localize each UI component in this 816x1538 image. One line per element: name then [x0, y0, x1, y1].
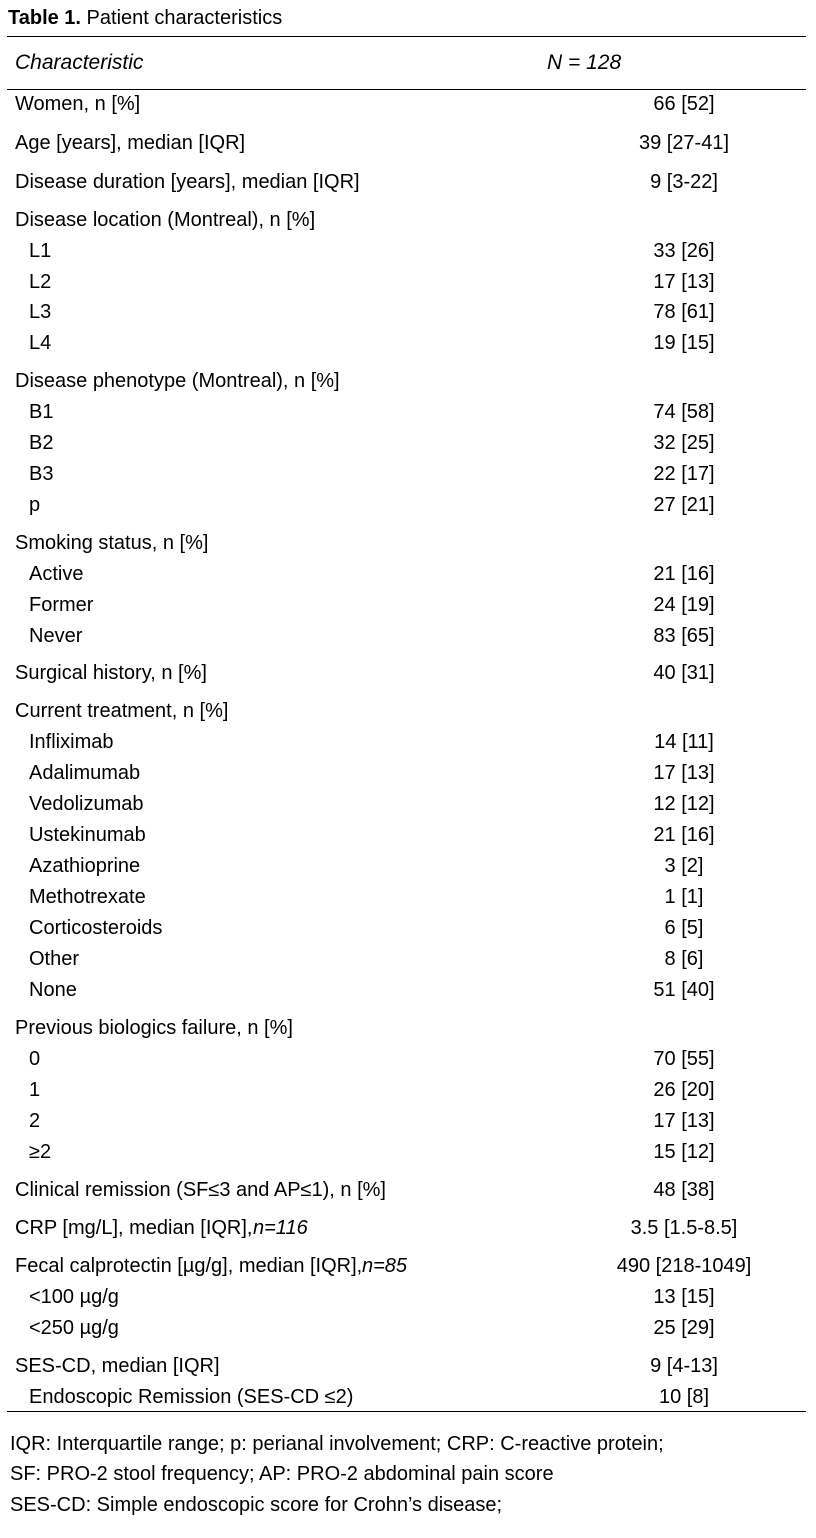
- row-value: 83 [65]: [653, 625, 715, 647]
- row-value: 9 [3-22]: [650, 171, 718, 193]
- table-row: [0, 793, 816, 823]
- row-value: 3 [2]: [664, 855, 704, 877]
- row-label: L1: [29, 240, 52, 262]
- row-label: Other: [29, 948, 80, 970]
- table-row: [0, 1255, 816, 1285]
- row-label: 0: [29, 1048, 41, 1070]
- bottom-rule: [7, 1411, 806, 1412]
- row-label: Clinical remission (SF≤3 and AP≤1), n [%]: [15, 1179, 386, 1201]
- row-label: L4: [29, 332, 52, 354]
- table-row: [0, 1355, 816, 1385]
- row-value: 66 [52]: [653, 93, 715, 115]
- table-row: [0, 979, 816, 1009]
- table-row: [0, 563, 816, 593]
- row-label: B3: [29, 463, 54, 485]
- row-value: 78 [61]: [653, 301, 715, 323]
- row-label: ≥2: [29, 1141, 52, 1163]
- table-row: [0, 1048, 816, 1078]
- row-value: 27 [21]: [653, 494, 715, 516]
- table-row: [0, 1017, 816, 1047]
- row-label: Ustekinumab: [29, 824, 146, 846]
- row-value: 33 [26]: [653, 240, 715, 262]
- row-label: CRP [mg/L], median [IQR],: [15, 1217, 253, 1239]
- row-label: L2: [29, 271, 52, 293]
- table-caption: [8, 7, 282, 30]
- row-label: Current treatment, n [%]: [15, 700, 229, 722]
- column-header-characteristic: Characteristic: [15, 51, 144, 74]
- row-label: <250 µg/g: [29, 1317, 119, 1339]
- row-value: 1 [1]: [664, 886, 704, 908]
- row-label: Fecal calprotectin [µg/g], median [IQR],: [15, 1255, 363, 1277]
- row-label: 2: [29, 1110, 41, 1132]
- row-value: 12 [12]: [653, 793, 715, 815]
- row-value: 48 [38]: [653, 1179, 715, 1201]
- row-label: Former: [29, 594, 94, 616]
- row-value: 19 [15]: [653, 332, 715, 354]
- row-value: 13 [15]: [653, 1286, 715, 1308]
- table-row: [0, 594, 816, 624]
- top-rule: [7, 36, 806, 37]
- row-value: 22 [17]: [653, 463, 715, 485]
- table-row: [0, 370, 816, 400]
- row-label: Disease duration [years], median [IQR]: [15, 171, 360, 193]
- row-value: 25 [29]: [653, 1317, 715, 1339]
- row-value: 32 [25]: [653, 432, 715, 454]
- row-label-n: n=116: [253, 1217, 308, 1239]
- row-label: Azathioprine: [29, 855, 141, 877]
- row-label: Previous biologics failure, n [%]: [15, 1017, 293, 1039]
- row-value: 39 [27-41]: [638, 132, 730, 154]
- row-label: Methotrexate: [29, 886, 146, 908]
- column-header-n: N = 128: [547, 51, 622, 74]
- row-value: 21 [16]: [653, 824, 715, 846]
- table-row: [0, 1110, 816, 1140]
- table-row: [0, 948, 816, 978]
- row-value: 490 [218-1049]: [616, 1255, 752, 1277]
- row-value: 15 [12]: [653, 1141, 715, 1163]
- row-label: Women, n [%]: [15, 93, 141, 115]
- table-row: [0, 332, 816, 362]
- table-row: [0, 662, 816, 692]
- table-row: [0, 1141, 816, 1171]
- row-label: Disease location (Montreal), n [%]: [15, 209, 316, 231]
- row-label: Smoking status, n [%]: [15, 532, 209, 554]
- row-value: 6 [5]: [664, 917, 704, 939]
- row-value: 70 [55]: [653, 1048, 715, 1070]
- row-label: p: [29, 494, 41, 516]
- table-row: [0, 855, 816, 885]
- row-label: Infliximab: [29, 731, 114, 753]
- row-label: B1: [29, 401, 54, 423]
- row-value: 9 [4-13]: [650, 1355, 718, 1377]
- row-value: 10 [8]: [658, 1386, 710, 1408]
- row-label: Corticosteroids: [29, 917, 163, 939]
- row-value: 21 [16]: [653, 563, 715, 585]
- row-label: <100 µg/g: [29, 1286, 119, 1308]
- footnote-line: SF: PRO-2 stool frequency; AP: PRO-2 abdominal pain score: [10, 1463, 554, 1485]
- table-row: [0, 1317, 816, 1347]
- footnote-line: IQR: Interquartile range; p: perianal involvement; CRP: C-reactive protein;: [10, 1433, 664, 1455]
- table-row: [0, 1179, 816, 1209]
- row-value: 3.5 [1.5-8.5]: [630, 1217, 738, 1239]
- row-value: 26 [20]: [653, 1079, 715, 1101]
- table-row: [0, 1079, 816, 1109]
- row-label: Disease phenotype (Montreal), n [%]: [15, 370, 340, 392]
- row-value: 40 [31]: [653, 662, 715, 684]
- row-label: Endoscopic Remission (SES-CD ≤2): [29, 1386, 354, 1408]
- row-label: 1: [29, 1079, 41, 1101]
- table-row: [0, 240, 816, 270]
- row-label: SES-CD, median [IQR]: [15, 1355, 220, 1377]
- table-row: [0, 132, 816, 162]
- table-row: [0, 301, 816, 331]
- table-row: [0, 625, 816, 655]
- row-value: 51 [40]: [653, 979, 715, 1001]
- table-row: [0, 762, 816, 792]
- row-label: Vedolizumab: [29, 793, 144, 815]
- table-row: [0, 93, 816, 123]
- row-label: B2: [29, 432, 54, 454]
- row-value: 17 [13]: [653, 271, 715, 293]
- row-label: Surgical history, n [%]: [15, 662, 207, 684]
- row-label: L3: [29, 301, 52, 323]
- table-number: Table 1.: [8, 7, 81, 29]
- table-row: [0, 494, 816, 524]
- table-row: [0, 1286, 816, 1316]
- table-title: Patient characteristics: [81, 7, 283, 29]
- table-row: [0, 401, 816, 431]
- row-value: 17 [13]: [653, 1110, 715, 1132]
- row-value: 17 [13]: [653, 762, 715, 784]
- table-row: [0, 886, 816, 916]
- table-row: [0, 1217, 816, 1247]
- table-row: [0, 432, 816, 462]
- row-label: Never: [29, 625, 83, 647]
- row-label: Active: [29, 563, 84, 585]
- row-label-n: n=85: [362, 1255, 408, 1277]
- table-row: [0, 917, 816, 947]
- row-value: 14 [11]: [654, 731, 714, 753]
- row-label: None: [29, 979, 77, 1001]
- table-row: [0, 171, 816, 201]
- table-row: [0, 824, 816, 854]
- row-label: Adalimumab: [29, 762, 141, 784]
- table-row: [0, 463, 816, 493]
- row-value: 74 [58]: [653, 401, 715, 423]
- footnote-line: SES-CD: Simple endoscopic score for Crohn’s disease;: [10, 1494, 503, 1516]
- table-row: [0, 700, 816, 730]
- table-row: [0, 209, 816, 239]
- table-row: [0, 731, 816, 761]
- header-rule: [7, 89, 806, 90]
- table-row: [0, 271, 816, 301]
- row-label: Age [years], median [IQR]: [15, 132, 246, 154]
- table-row: [0, 532, 816, 562]
- row-value: 24 [19]: [653, 594, 715, 616]
- row-value: 8 [6]: [664, 948, 704, 970]
